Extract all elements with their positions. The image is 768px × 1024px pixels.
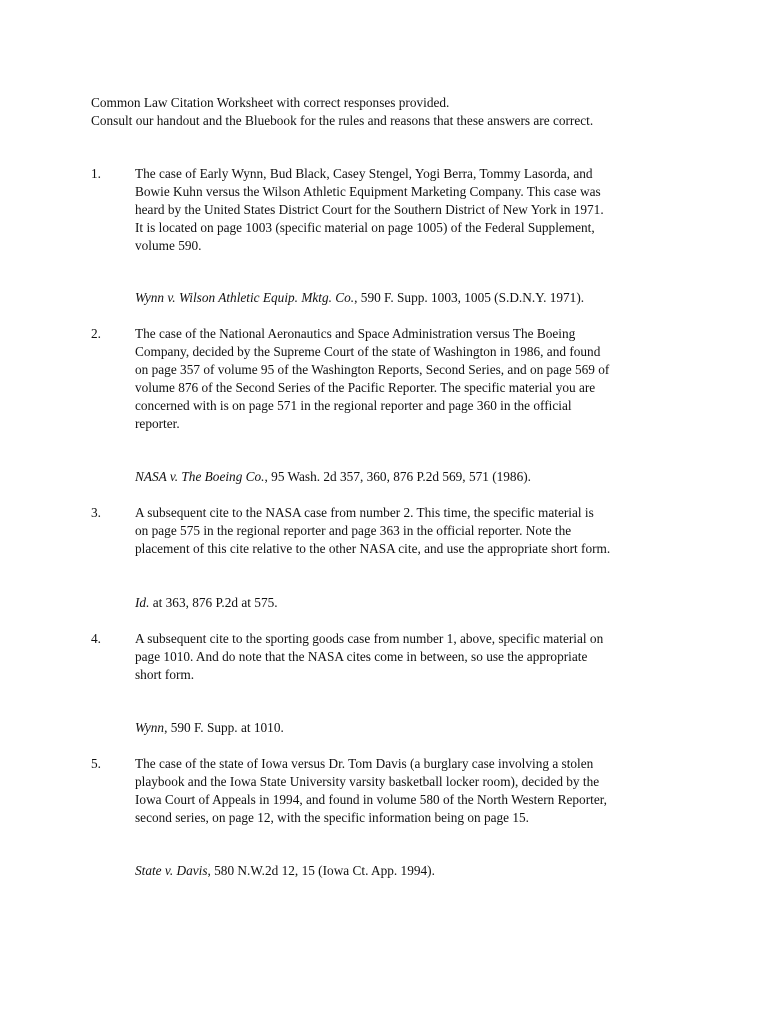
case-name: State v. Davis <box>135 863 208 878</box>
question-text <box>135 325 691 433</box>
question-line: page 1010. And do note that the NASA cites come in between, so use the appropriate <box>135 649 588 664</box>
question-line: Company, decided by the Supreme Court of the state of Washington in 1986, and found <box>135 344 601 359</box>
question-number: 2. <box>91 326 101 341</box>
question-line: on page 357 of volume 95 of the Washington Reports, Second Series, and on page 569 of <box>135 362 610 377</box>
case-name: Wynn <box>135 720 165 735</box>
question-line: reporter. <box>135 416 180 431</box>
citation-detail: at 363, 876 P.2d at 575. <box>149 595 278 610</box>
citation-detail: , 590 F. Supp. 1003, 1005 (S.D.N.Y. 1971). <box>354 290 585 305</box>
question-line: placement of this cite relative to the other NASA cite, and use the appropriate short form. <box>135 541 611 556</box>
question-line: second series, on page 12, with the specific information being on page 15. <box>135 810 529 825</box>
case-name: Wynn v. Wilson Athletic Equip. Mktg. Co. <box>135 290 355 305</box>
question-text <box>135 630 691 684</box>
citation-detail: , 580 N.W.2d 12, 15 (Iowa Ct. App. 1994). <box>207 863 435 878</box>
question-line: It is located on page 1003 (specific material on page 1005) of the Federal Supplement, <box>135 220 595 235</box>
question-text <box>135 504 691 558</box>
citation-detail: , 590 F. Supp. at 1010. <box>164 720 284 735</box>
answer-citation-4 <box>135 719 284 737</box>
header-instruction-line: Consult our handout and the Bluebook for the rules and reasons that these answers are correct. <box>91 113 594 128</box>
question-number: 5. <box>91 756 101 771</box>
question-number: 3. <box>91 505 101 520</box>
question-line: on page 575 in the regional reporter and page 363 in the official reporter. Note the <box>135 523 572 538</box>
question-line: The case of the state of Iowa versus Dr. Tom Davis (a burglary case involving a stolen <box>135 756 594 771</box>
question-line: volume 876 of the Second Series of the Pacific Reporter. The specific material you are <box>135 380 596 395</box>
answer-citation-1 <box>135 289 584 307</box>
header-title-line: Common Law Citation Worksheet with correct responses provided. <box>91 95 450 110</box>
question-line: Iowa Court of Appeals in 1994, and found in volume 580 of the North Western Reporter, <box>135 792 607 807</box>
question-line: short form. <box>135 667 195 682</box>
case-name: Id. <box>135 595 150 610</box>
question-number: 1. <box>91 166 101 181</box>
question-line: The case of Early Wynn, Bud Black, Casey Stengel, Yogi Berra, Tommy Lasorda, and <box>135 166 593 181</box>
question-line: heard by the United States District Court for the Southern District of New York in 1971. <box>135 202 604 217</box>
case-name: NASA v. The Boeing Co. <box>135 469 265 484</box>
question-line: concerned with is on page 571 in the regional reporter and page 360 in the official <box>135 398 572 413</box>
citation-detail: , 95 Wash. 2d 357, 360, 876 P.2d 569, 571 (1986). <box>264 469 531 484</box>
question-line: A subsequent cite to the sporting goods case from number 1, above, specific material on <box>135 631 604 646</box>
question-line: A subsequent cite to the NASA case from number 2. This time, the specific material is <box>135 505 594 520</box>
worksheet-header <box>91 94 731 130</box>
question-text <box>135 755 691 827</box>
question-line: volume 590. <box>135 238 202 253</box>
answer-citation-5 <box>135 862 435 880</box>
question-text <box>135 165 691 255</box>
question-line: playbook and the Iowa State University varsity basketball locker room), decided by the <box>135 774 600 789</box>
answer-citation-3 <box>135 594 278 612</box>
question-line: The case of the National Aeronautics and Space Administration versus The Boeing <box>135 326 576 341</box>
answer-citation-2 <box>135 468 531 486</box>
question-number: 4. <box>91 631 101 646</box>
question-line: Bowie Kuhn versus the Wilson Athletic Equipment Marketing Company. This case was <box>135 184 601 199</box>
